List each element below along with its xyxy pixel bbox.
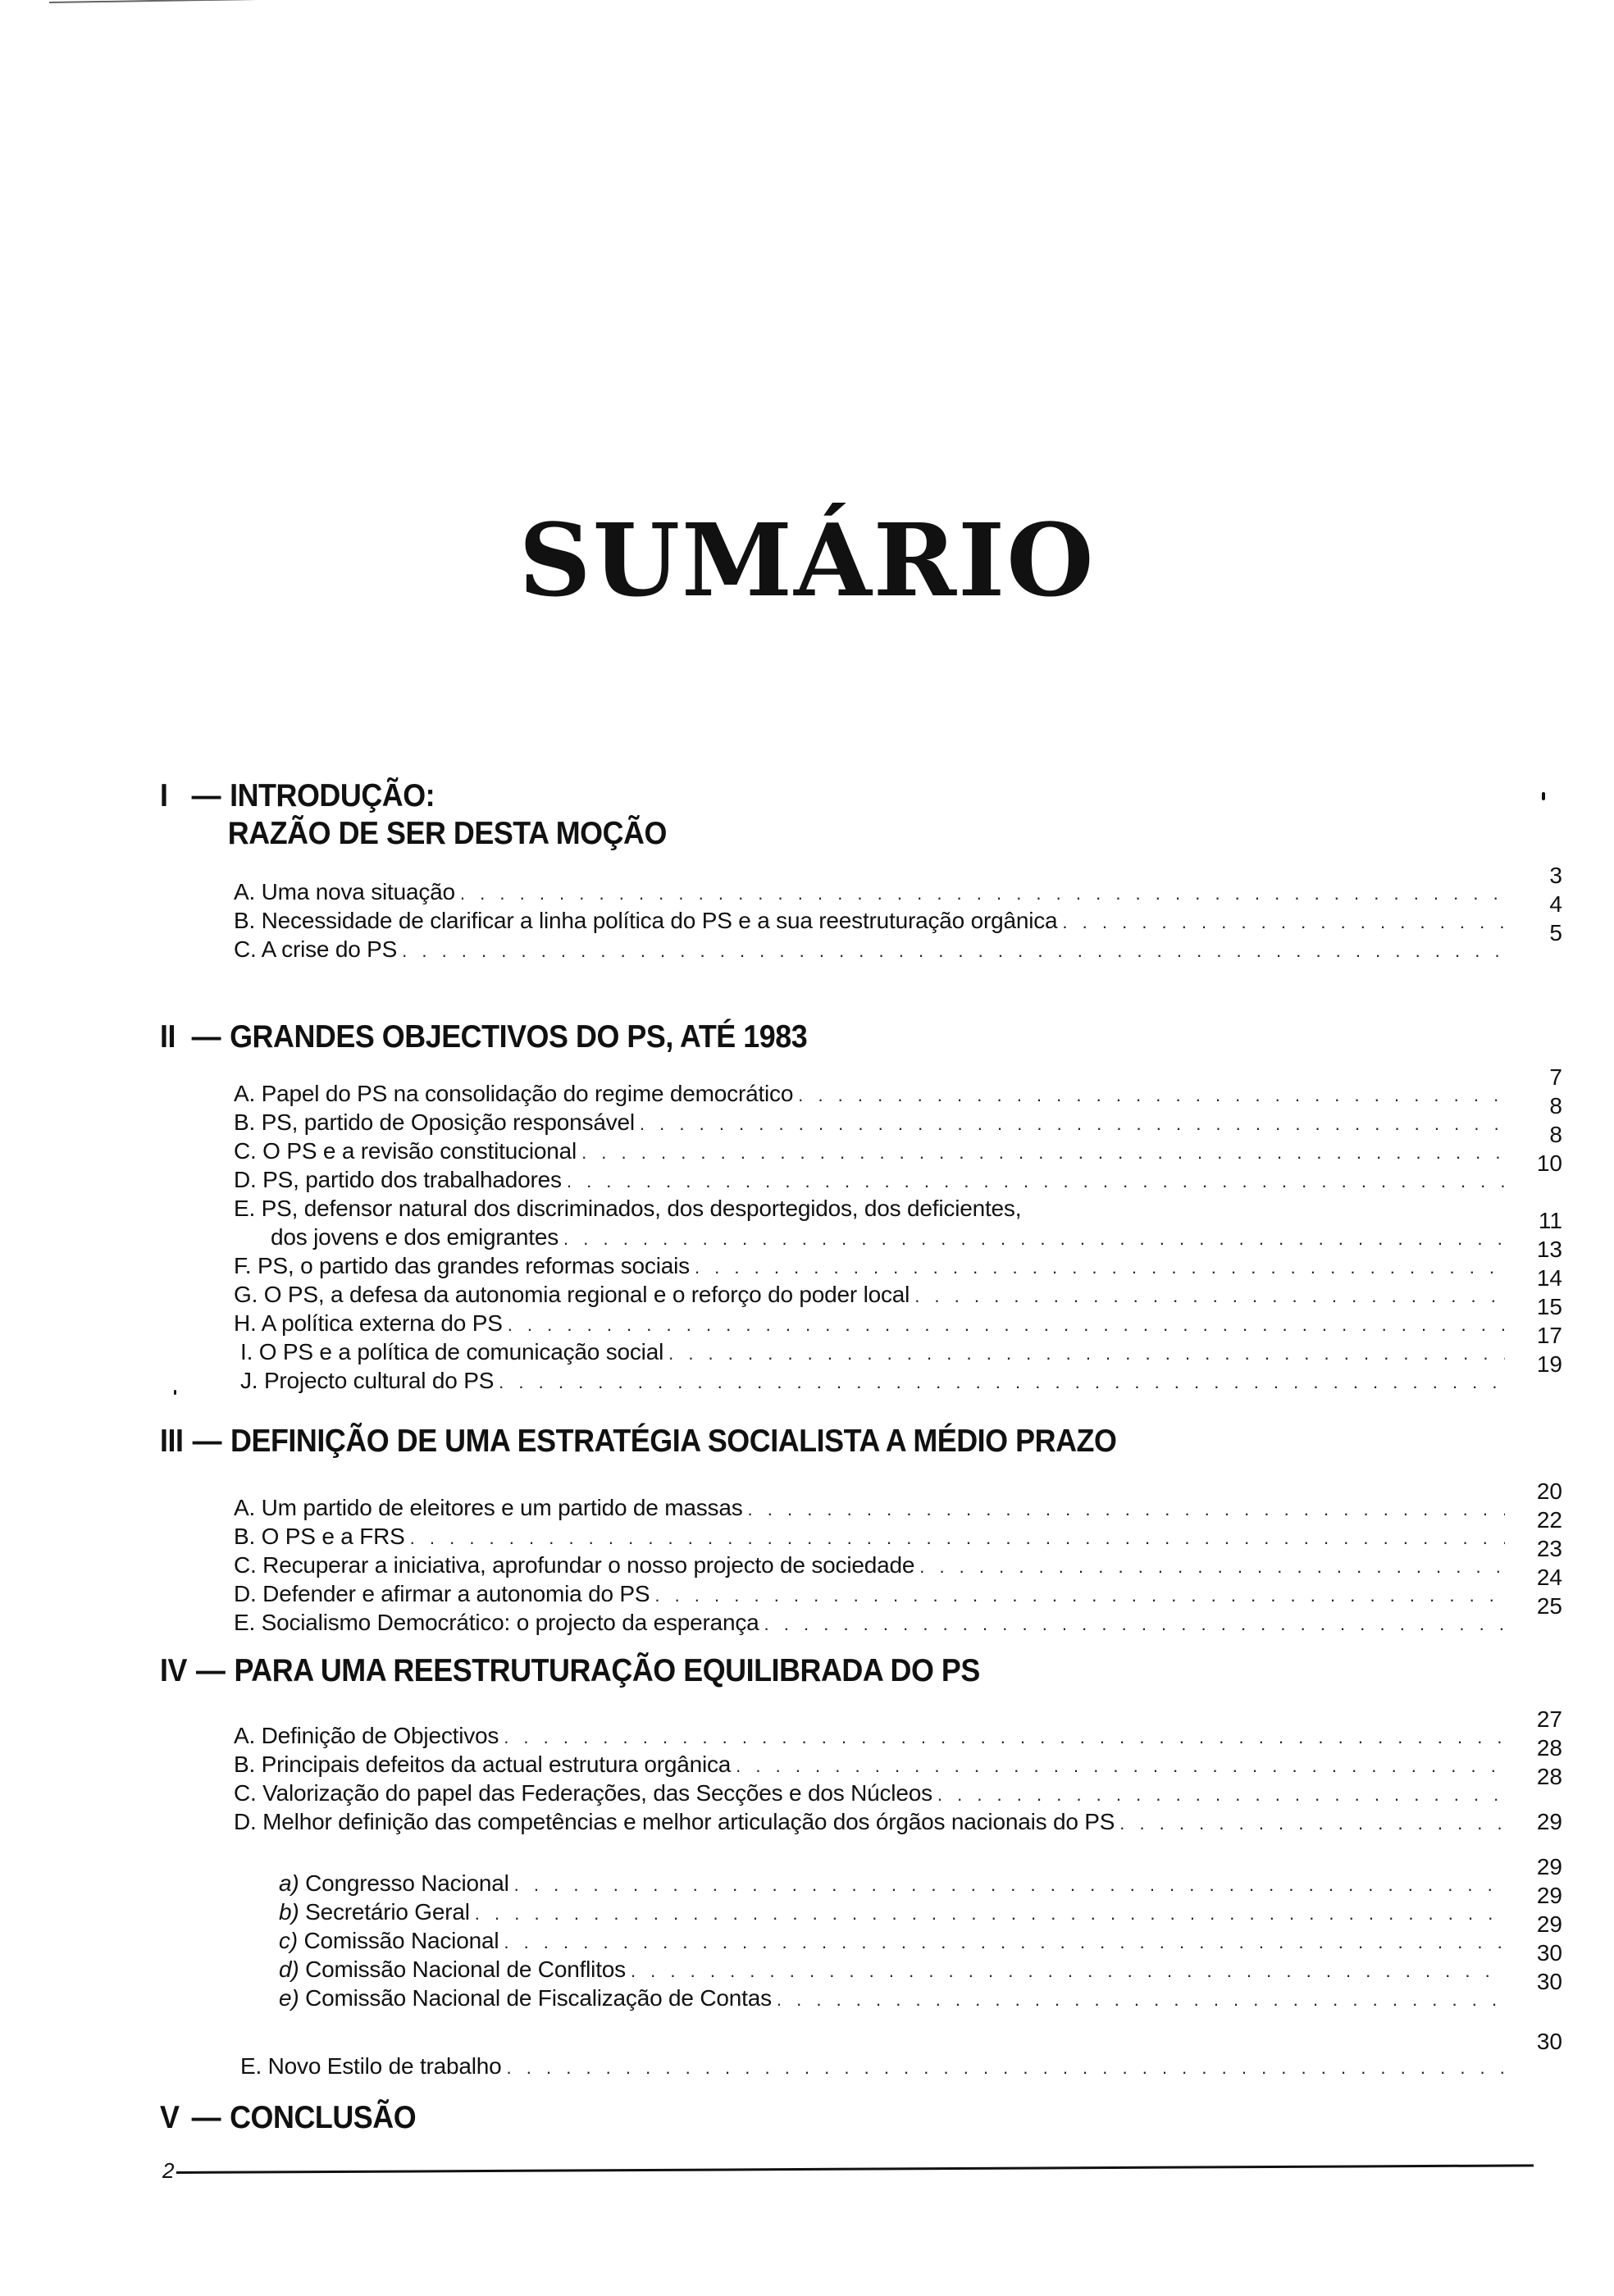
- subentry-marker: b): [279, 1899, 299, 1925]
- entry-label: [279, 1955, 626, 1984]
- entry-page: 17: [1536, 1323, 1562, 1348]
- scan-speck: [1542, 792, 1545, 800]
- leader-dots: [640, 1109, 1505, 1138]
- subentry-text: Comissão Nacional: [303, 1928, 499, 1953]
- toc-entry[interactable]: [234, 2029, 1562, 2080]
- leader-dots: [798, 1081, 1505, 1109]
- subentry-marker: a): [279, 1870, 299, 1896]
- entry-label: A. Uma nova situação: [234, 879, 455, 904]
- section-title: CONCLUSÃO: [230, 2100, 417, 2135]
- entry-page: 20: [1536, 1478, 1562, 1504]
- entry-label: C. A crise do PS: [234, 936, 398, 962]
- section-number: IV: [160, 1653, 187, 1688]
- leader-dots: [748, 1495, 1505, 1524]
- leader-dots: [499, 1368, 1505, 1396]
- toc-section-5: [160, 2099, 1538, 2137]
- toc-entry[interactable]: [234, 1064, 1562, 1108]
- entry-page: 28: [1536, 1735, 1562, 1761]
- section-dash: —: [196, 1653, 226, 1688]
- subentry-text: Congresso Nacional: [305, 1870, 509, 1896]
- leader-dots: [736, 1752, 1505, 1780]
- toc-section-3: [160, 1423, 1562, 1637]
- leader-dots: [654, 1581, 1505, 1610]
- section-dash: —: [191, 1019, 221, 1055]
- entry-label: [279, 1869, 509, 1897]
- subentry-marker: d): [279, 1957, 299, 1982]
- leader-dots: [475, 1899, 1505, 1928]
- page-title: SUMÁRIO: [518, 500, 1096, 619]
- entry-label: E. Novo Estilo de trabalho: [240, 2053, 502, 2079]
- toc-section-1: [160, 777, 1562, 963]
- leader-dots: [631, 1957, 1505, 1985]
- leader-dots: [581, 1138, 1505, 1167]
- entry-page: 19: [1536, 1351, 1562, 1377]
- toc-section-2: [160, 1018, 1562, 1395]
- leader-dots: [764, 1610, 1505, 1638]
- subentry-marker: c): [279, 1928, 298, 1953]
- leader-dots: [919, 1552, 1505, 1581]
- section-dash: —: [191, 778, 221, 813]
- entry-page: 29: [1536, 1911, 1562, 1937]
- section-dash: —: [191, 2100, 221, 2135]
- entry-page: 30: [1536, 1940, 1562, 1966]
- entry-label: C. Recuperar a iniciativa, aprofundar o nosso projecto de sociedade: [234, 1552, 915, 1578]
- entry-label: [279, 1926, 499, 1955]
- leader-dots: [507, 2053, 1505, 2082]
- leader-dots: [1062, 908, 1505, 936]
- entry-label: D. Defender e afirmar a autonomia do PS: [234, 1581, 650, 1606]
- section-heading: [160, 777, 1428, 815]
- entry-page: 7: [1549, 1064, 1562, 1090]
- entry-page: 14: [1536, 1265, 1562, 1291]
- leader-dots: [460, 879, 1505, 908]
- section-number: I: [160, 778, 168, 813]
- entry-label: [279, 1897, 470, 1926]
- entry-page: 30: [1536, 1969, 1562, 1994]
- leader-dots: [567, 1167, 1505, 1196]
- section-subtitle: RAZÃO DE SER DESTA MOÇÃO: [227, 816, 667, 851]
- scan-artifact-line: [49, 0, 1329, 3]
- entry-page: 30: [1536, 2029, 1562, 2054]
- entry-label: A. Definição de Objectivos: [234, 1723, 499, 1748]
- entry-label: B. Necessidade de clarificar a linha política do PS e a sua reestruturação orgânica: [234, 908, 1058, 933]
- entry-label: E. Socialismo Democrático: o projecto da esperança: [234, 1610, 759, 1635]
- entry-label: H. A política externa do PS: [234, 1310, 503, 1336]
- leader-dots: [508, 1310, 1505, 1339]
- section-number: III: [160, 1424, 184, 1459]
- footer-rule: [176, 2164, 1534, 2174]
- entry-page: 29: [1536, 1883, 1562, 1908]
- toc-entry[interactable]: [234, 1194, 1538, 1223]
- entry-page: 22: [1536, 1507, 1562, 1533]
- toc-subentry[interactable]: [234, 1854, 1562, 1897]
- entry-page: 10: [1536, 1150, 1562, 1176]
- entry-page: 5: [1549, 920, 1562, 945]
- scan-speck: [174, 1390, 176, 1395]
- entry-page: 23: [1536, 1536, 1562, 1561]
- leader-dots: [668, 1339, 1505, 1368]
- entry-label: E. PS, defensor natural dos discriminados, dos desportegidos, dos deficientes,: [234, 1196, 1022, 1221]
- section-title: GRANDES OBJECTIVOS DO PS, ATÉ 1983: [230, 1019, 808, 1055]
- toc-entry[interactable]: [234, 863, 1562, 906]
- entry-label: A. Um partido de eleitores e um partido de massas: [234, 1495, 743, 1520]
- leader-dots: [504, 1928, 1505, 1957]
- entry-label: B. O PS e a FRS: [234, 1524, 405, 1549]
- toc-section-4: [160, 1652, 1562, 2080]
- leader-dots: [695, 1253, 1505, 1282]
- toc-subentry[interactable]: [234, 1940, 1562, 1984]
- leader-dots: [410, 1524, 1505, 1552]
- entry-label: D. PS, partido dos trabalhadores: [234, 1167, 562, 1192]
- entry-page: 15: [1536, 1294, 1562, 1319]
- entry-label: A. Papel do PS na consolidação do regime democrático: [234, 1081, 794, 1106]
- leader-dots: [914, 1282, 1505, 1310]
- entry-label: B. PS, partido de Oposição responsável: [234, 1109, 635, 1135]
- section-number: V: [160, 2100, 180, 2135]
- section-heading: [160, 2099, 1428, 2137]
- entry-page: 28: [1536, 1764, 1562, 1789]
- entry-label: [279, 1984, 772, 2012]
- entry-page: 8: [1549, 1122, 1562, 1147]
- entry-page: 11: [1538, 1208, 1562, 1233]
- entry-page: 29: [1536, 1854, 1562, 1879]
- section-dash: —: [192, 1424, 221, 1459]
- entry-page: 25: [1536, 1593, 1562, 1619]
- entry-label: J. Projecto cultural do PS: [240, 1368, 495, 1393]
- entry-label: dos jovens e dos emigrantes: [271, 1224, 559, 1250]
- page-number: 2: [162, 2158, 175, 2183]
- entry-page: 13: [1536, 1237, 1562, 1262]
- subentry-text: Secretário Geral: [305, 1899, 470, 1925]
- leader-dots: [514, 1870, 1505, 1899]
- leader-dots: [937, 1780, 1505, 1809]
- section-heading: [160, 1652, 1428, 1690]
- section-title: PARA UMA REESTRUTURAÇÃO EQUILIBRADA DO PS: [234, 1653, 980, 1688]
- section-title: INTRODUÇÃO:: [230, 778, 435, 813]
- entry-page: 8: [1549, 1093, 1562, 1118]
- entry-page: 24: [1536, 1565, 1562, 1590]
- entry-label: C. Valorização do papel das Federações, das Secções e dos Núcleos: [234, 1780, 932, 1806]
- leader-dots: [504, 1723, 1505, 1752]
- entry-label: D. Melhor definição das competências e melhor articulação dos órgãos nacionais do PS: [234, 1809, 1115, 1834]
- section-heading: [160, 1018, 1428, 1056]
- entry-label: G. O PS, a defesa da autonomia regional e o reforço do poder local: [234, 1282, 910, 1307]
- entry-label: I. O PS e a política de comunicação social: [240, 1339, 664, 1364]
- leader-dots: [402, 936, 1505, 965]
- entry-label: B. Principais defeitos da actual estrutura orgânica: [234, 1752, 732, 1777]
- entry-page: 4: [1549, 891, 1562, 917]
- section-title: DEFINIÇÃO DE UMA ESTRATÉGIA SOCIALISTA A MÉDIO PRAZO: [230, 1424, 1117, 1459]
- section-heading: [160, 1423, 1428, 1460]
- leader-dots: [777, 1985, 1505, 2014]
- entry-label: C. O PS e a revisão constitucional: [234, 1138, 577, 1164]
- entry-label: F. PS, o partido das grandes reformas sociais: [234, 1253, 690, 1278]
- section-number: II: [160, 1019, 176, 1055]
- entry-page: 29: [1536, 1809, 1562, 1834]
- subentry-text: Comissão Nacional de Conflitos: [305, 1957, 626, 1982]
- entry-page: 3: [1549, 863, 1562, 888]
- leader-dots: [563, 1224, 1505, 1253]
- leader-dots: [1119, 1809, 1505, 1838]
- subentry-marker: e): [279, 1985, 299, 2011]
- subentry-text: Comissão Nacional de Fiscalização de Contas: [305, 1985, 772, 2011]
- toc-entry[interactable]: [234, 1807, 1562, 1836]
- entry-page: 27: [1536, 1706, 1562, 1732]
